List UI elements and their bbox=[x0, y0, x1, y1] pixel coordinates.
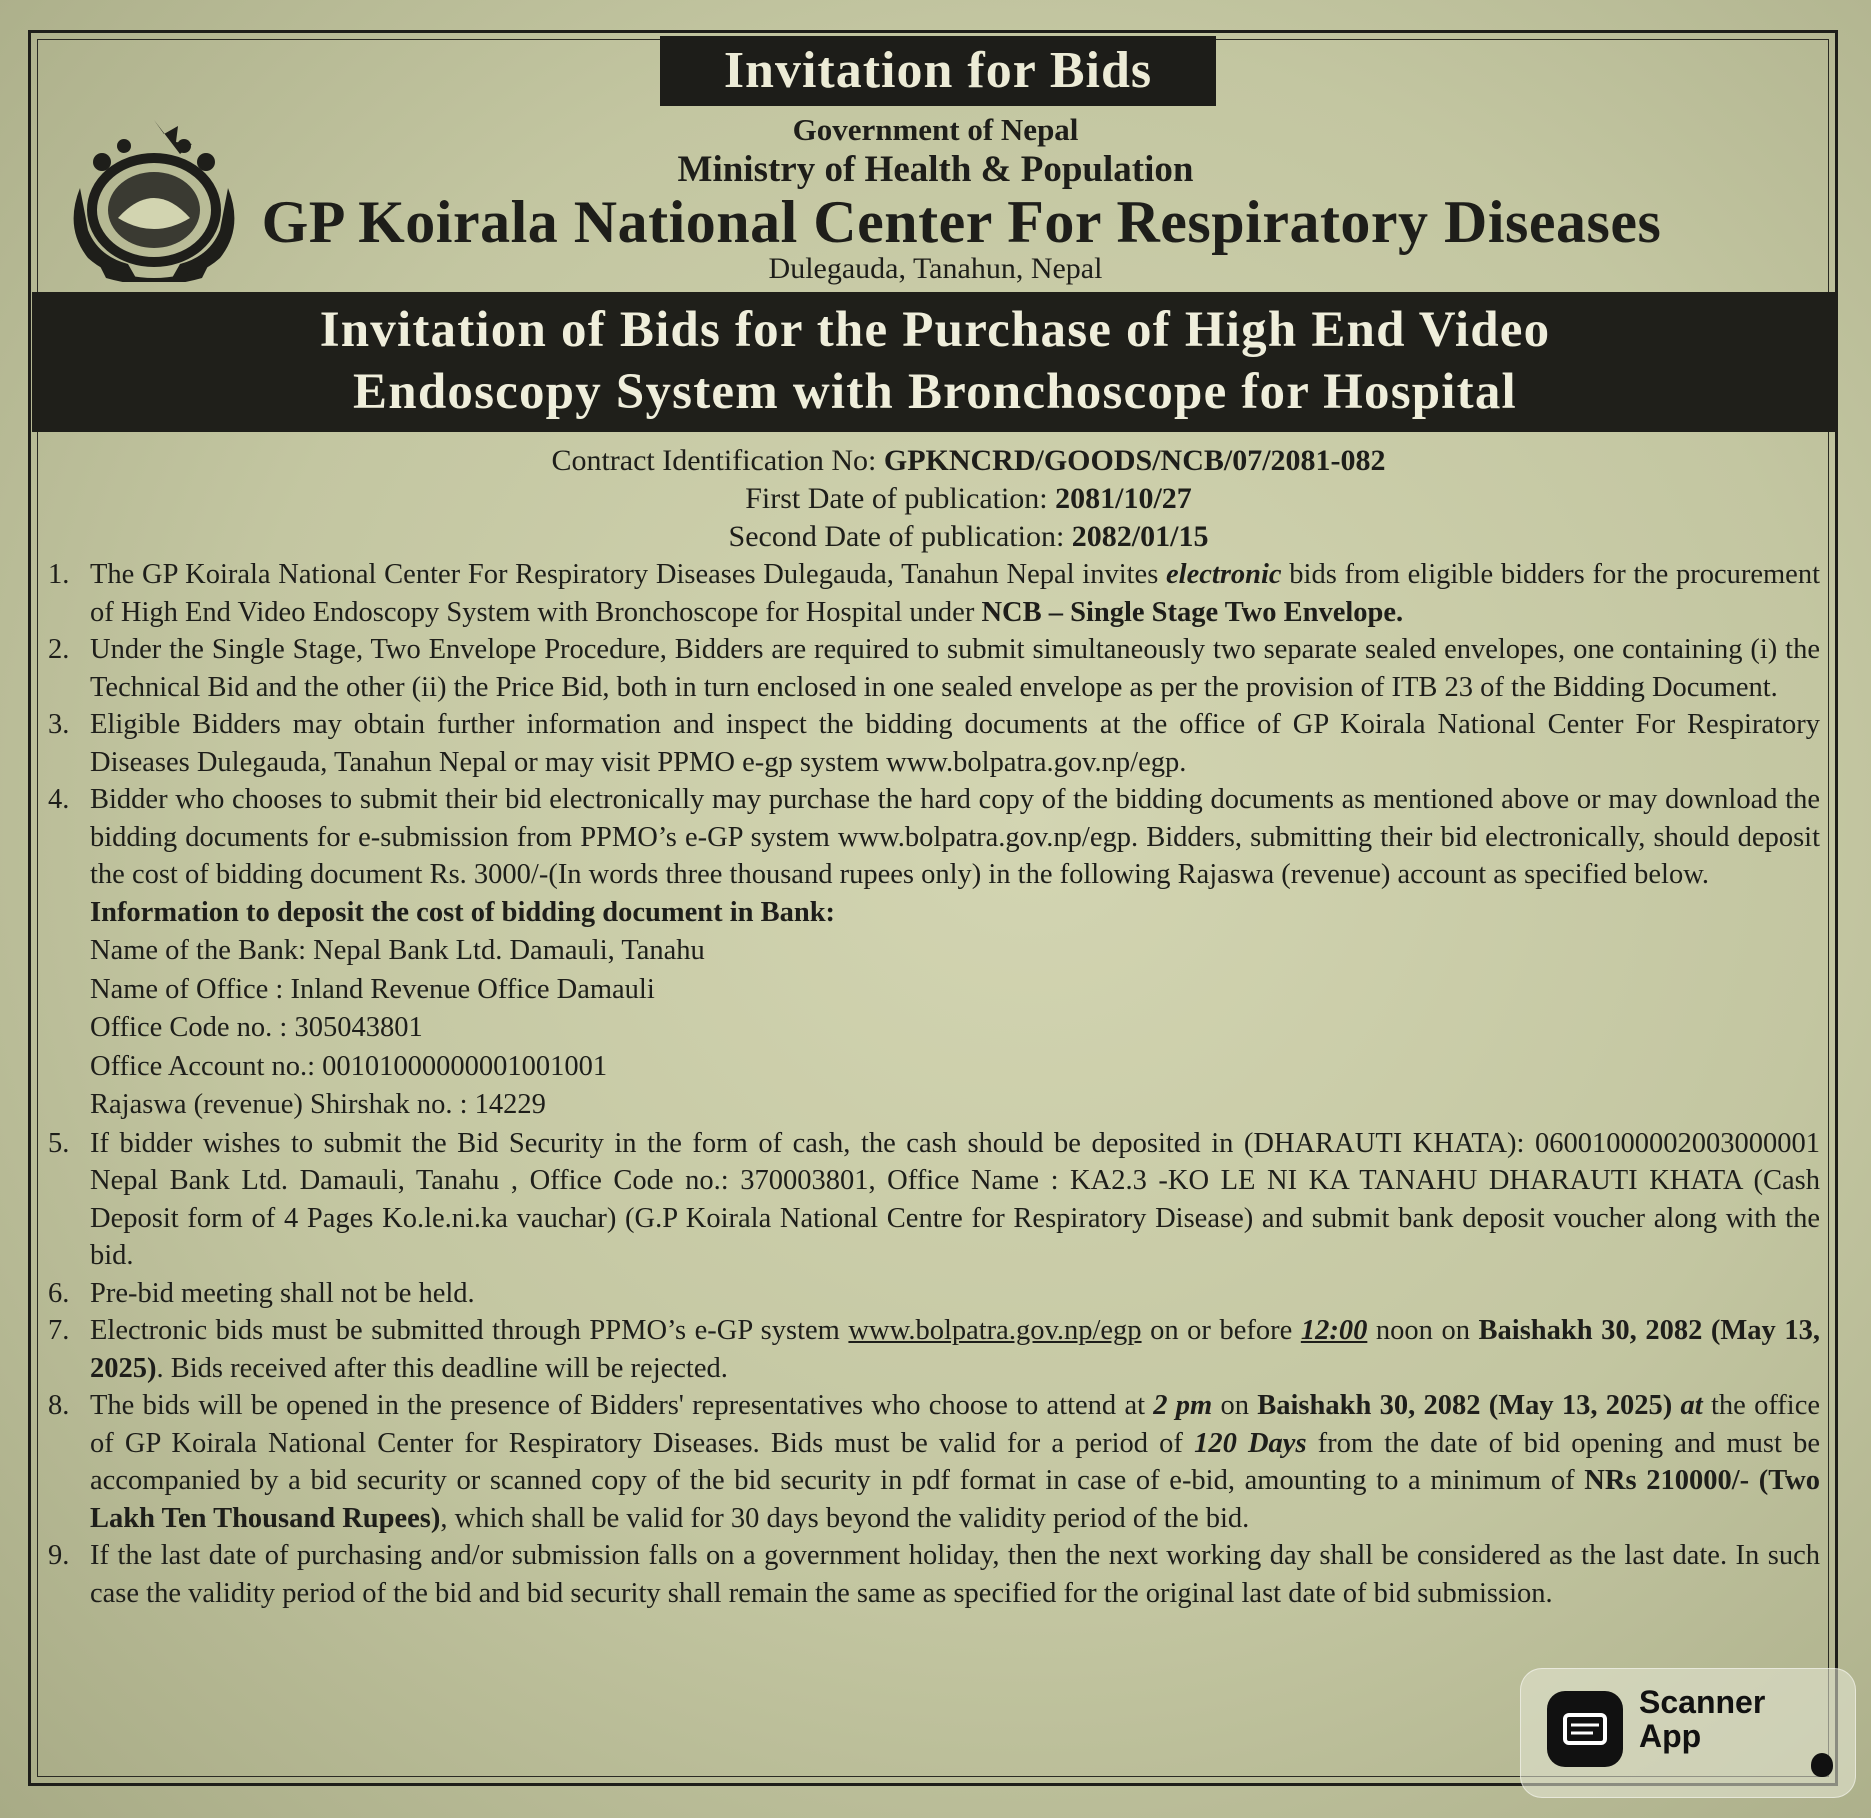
notice-heading bbox=[32, 292, 1838, 432]
office-account: Office Account no.: 00101000000001001001 bbox=[90, 1050, 608, 1082]
list-item: 9. If the last date of purchasing and/or submission falls on a government holiday, then the next working day shall be considered as the last date. In such case the validity period of the bid and bid security shall remain the same as specified for the original last date of bid submission. bbox=[48, 1540, 1820, 1609]
first-publication-date: First Date of publication: 2081/10/27 bbox=[745, 482, 1192, 515]
ministry-name: Ministry of Health & Population bbox=[677, 149, 1194, 190]
scanner-app-watermark bbox=[1520, 1668, 1856, 1798]
bank-deposit-info bbox=[48, 894, 1820, 1125]
scanner-icon bbox=[1547, 1691, 1623, 1767]
office-code: Office Code no. : 305043801 bbox=[90, 1012, 423, 1043]
second-publication-date: Second Date of publication: 2082/01/15 bbox=[728, 520, 1209, 553]
notice-heading-line-2: Endoscopy System with Bronchoscope for Hospital bbox=[353, 364, 1517, 420]
center-address: Dulegauda, Tanahun, Nepal bbox=[768, 252, 1103, 285]
apple-icon bbox=[1811, 1753, 1833, 1777]
list-item: 6. Pre-bid meeting shall not be held. bbox=[48, 1277, 475, 1309]
bank-name: Name of the Bank: Nepal Bank Ltd. Damauli, Tanahu bbox=[90, 935, 705, 966]
list-item: 7. Electronic bids must be submitted through PPMO’s e-GP system www.bolpatra.gov.np/egp on or before 12:00 noon on Baishakh 30, 2082 (May 13, 2025). Bids received after this deadline will be rejected. bbox=[48, 1315, 1821, 1384]
contract-id: Contract Identification No: GPKNCRD/GOODS/NCB/07/2081-082 bbox=[551, 444, 1386, 477]
list-item: 5. If bidder wishes to submit the Bid Security in the form of cash, the cash should be deposited in (DHARAUTI KHATA): 06001000002003000001 Nepal Bank Ltd. Damauli, Tanahu , Office Code no.: 370003801, Office Name : KA2.3 -KO LE NI KA TANAHU DHARAUTI KHATA (Cash Deposit form of 4 Pages Ko.le.ni.ka vauchar) (G.P Koirala National Centre for Respiratory Disease) and submit bank deposit voucher along with the bid. bbox=[48, 1127, 1820, 1271]
list-item: 1. The GP Koirala National Center For Respiratory Diseases Dulegauda, Tanahun Nepal invites electronic bids from eligible bidders for the procurement of High End Video Endoscopy System with Bronchoscope for Hospital under NCB – Single Stage Two Envelope. bbox=[48, 559, 1820, 628]
list-item: 3. Eligible Bidders may obtain further information and inspect the bidding documents at the office of GP Koirala National Center For Respiratory Diseases Dulegauda, Tanahun Nepal or may visit PPMO e-gp system www.bolpatra.gov.np/egp. bbox=[48, 709, 1820, 778]
revenue-shirshak: Rajaswa (revenue) Shirshak no. : 14229 bbox=[90, 1089, 546, 1120]
scanner-label-2: App bbox=[1639, 1718, 1702, 1754]
notice-body bbox=[48, 556, 1820, 1612]
center-name: GP Koirala National Center For Respiratory Diseases bbox=[261, 189, 1662, 255]
egp-link[interactable]: www.bolpatra.gov.np/egp bbox=[848, 1315, 1142, 1346]
notice-heading-line-1: Invitation of Bids for the Purchase of High End Video bbox=[319, 302, 1551, 358]
invitation-title: Invitation for Bids bbox=[660, 36, 1216, 106]
list-item: 4. Bidder who chooses to submit their bid electronically may purchase the hard copy of the bidding documents as mentioned above or may download the bidding documents for e-submission from PPMO’s e-GP system www.bolpatra.gov.np/egp. Bidders, submitting their bid electronically, should deposit the cost of bidding document Rs. 3000/-(In words three thousand rupees only) in the following Rajaswa (revenue) account as specified below. bbox=[48, 784, 1820, 890]
office-name: Name of Office : Inland Revenue Office Damauli bbox=[90, 973, 655, 1005]
deposit-heading: Information to deposit the cost of bidding document in Bank: bbox=[90, 896, 836, 928]
scanner-label-1: Scanner bbox=[1639, 1684, 1766, 1720]
list-item: 8. The bids will be opened in the presence of Bidders' representatives who choose to attend at 2 pm on Baishakh 30, 2082 (May 13, 2025) at the office of GP Koirala National Center for Respiratory Diseases. Bids must be valid for a period of 120 Days from the date of bid opening and must be accompanied by a bid security or scanned copy of the bid security in pdf format in case of e-bid, amounting to a minimum of NRs 210000/- (Two Lakh Ten Thousand Rupees), which shall be valid for 30 days beyond the validity period of the bid. bbox=[48, 1390, 1820, 1534]
list-item: 2. Under the Single Stage, Two Envelope Procedure, Bidders are required to submit simultaneously two separate sealed envelopes, one containing (i) the Technical Bid and the other (ii) the Price Bid, both in turn enclosed in one sealed envelope as per the provision of ITB 23 of the Bidding Document. bbox=[48, 634, 1820, 703]
government-name: Government of Nepal bbox=[792, 112, 1079, 147]
